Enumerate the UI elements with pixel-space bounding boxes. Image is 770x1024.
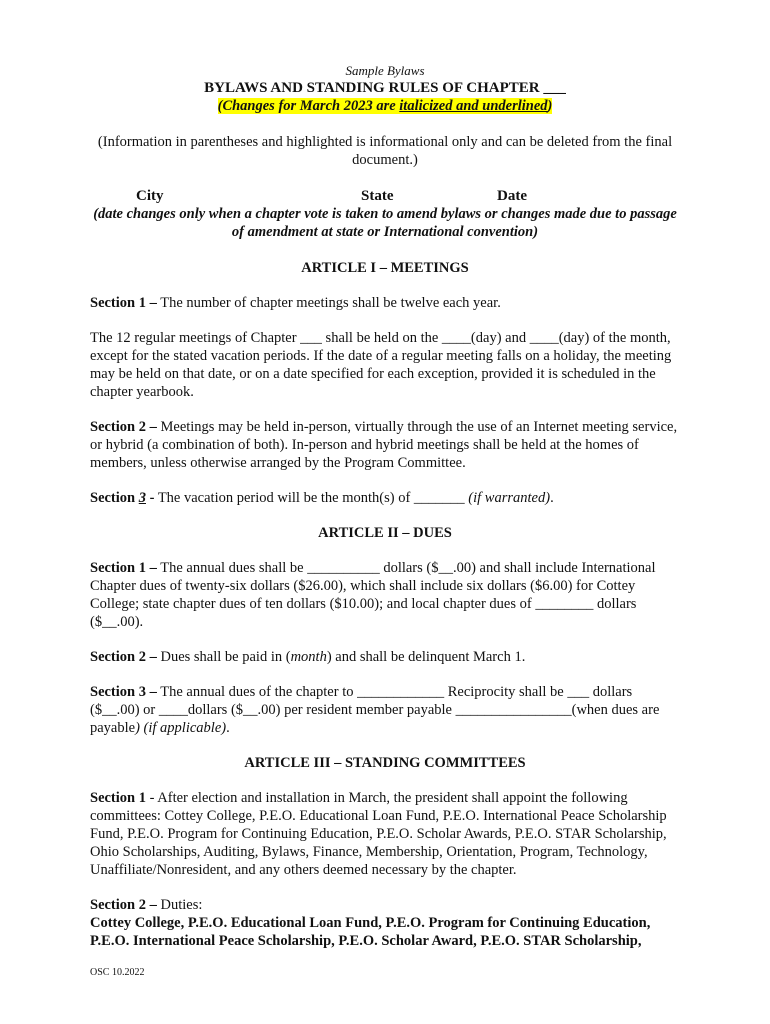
article-1-meetings-paragraph: The 12 regular meetings of Chapter ___ shall be held on the ____(day) and ____(day) of the month, except for the stated vacation periods. If the date of a regular meeting falls on a holiday, the meeting may be held on that date, or on a date specified for each exception, provided it is scheduled in the chapter yearbook. xyxy=(90,330,672,400)
info-note: (Information in parentheses and highlighted is informational only and can be deleted from the final document.) xyxy=(97,134,673,168)
article-3-heading: ARTICLE III – STANDING COMMITTEES xyxy=(244,755,526,771)
article-1-section-3: Section 3 - The vacation period will be the month(s) of _______ (if warranted). xyxy=(90,490,554,506)
changes-highlight: (Changes for March 2023 are italicized and underlined) xyxy=(217,98,553,114)
footer-code: OSC 10.2022 xyxy=(90,967,145,978)
article-1-section-1: Section 1 – The number of chapter meetings shall be twelve each year. xyxy=(90,295,501,311)
document-title: BYLAWS AND STANDING RULES OF CHAPTER ___ xyxy=(204,80,566,96)
date-label: Date xyxy=(497,188,527,204)
article-1-heading: ARTICLE I – MEETINGS xyxy=(301,260,469,276)
article-2-section-3: Section 3 – The annual dues of the chapter to ____________ Reciprocity shall be ___ dollars ($__.00) or ____dollars ($__.00) per resident member payable ________________(when dues are payable) (if applicable). xyxy=(90,684,660,736)
date-note: (date changes only when a chapter vote is taken to amend bylaws or changes made due to passage of amendment at state or International convention) xyxy=(93,206,677,240)
changes-note xyxy=(90,97,680,115)
city-state-date-row xyxy=(90,187,680,205)
article-2-heading: ARTICLE II – DUES xyxy=(318,525,452,541)
article-3-section-1: Section 1 - After election and installation in March, the president shall appoint the following committees: Cottey College, P.E.O. Educational Loan Fund, P.E.O. International Peace Scholarship Fund, P.E.O. Program for Continuing Education, P.E.O. Scholar Awards, P.E.O. STAR Scholarship, Ohio Scholarships, Auditing, Bylaws, Finance, Membership, Orientation, Program, Technology, Unaffiliate/Nonresident, and any others deemed necessary by the chapter. xyxy=(90,790,667,878)
city-label: City xyxy=(136,188,164,204)
article-3-section-2: Section 2 – Duties: Cottey College, P.E.O. Educational Loan Fund, P.E.O. Program for Continuing Education, P.E.O. International Peace Scholarship, P.E.O. Scholar Award, P.E.O. STAR Scholarship, xyxy=(90,897,651,949)
state-label: State xyxy=(361,188,394,204)
document-page xyxy=(90,62,680,950)
article-1-section-2: Section 2 – Meetings may be held in-person, virtually through the use of an Internet meeting service, or hybrid (a combination of both). In-person and hybrid meetings shall be held at the homes of members, unless otherwise arranged by the Program Committee. xyxy=(90,419,678,471)
article-2-section-1: Section 1 – The annual dues shall be __________ dollars ($__.00) and shall include International Chapter dues of twenty-six dollars ($26.00), which shall include six dollars ($6.00) for Cottey College; state chapter dues of ten dollars ($10.00); and local chapter dues of ________ dollars ($__.00). xyxy=(90,560,656,630)
article-2-section-2: Section 2 – Dues shall be paid in (month) and shall be delinquent March 1. xyxy=(90,649,526,665)
sample-label: Sample Bylaws xyxy=(345,63,425,78)
